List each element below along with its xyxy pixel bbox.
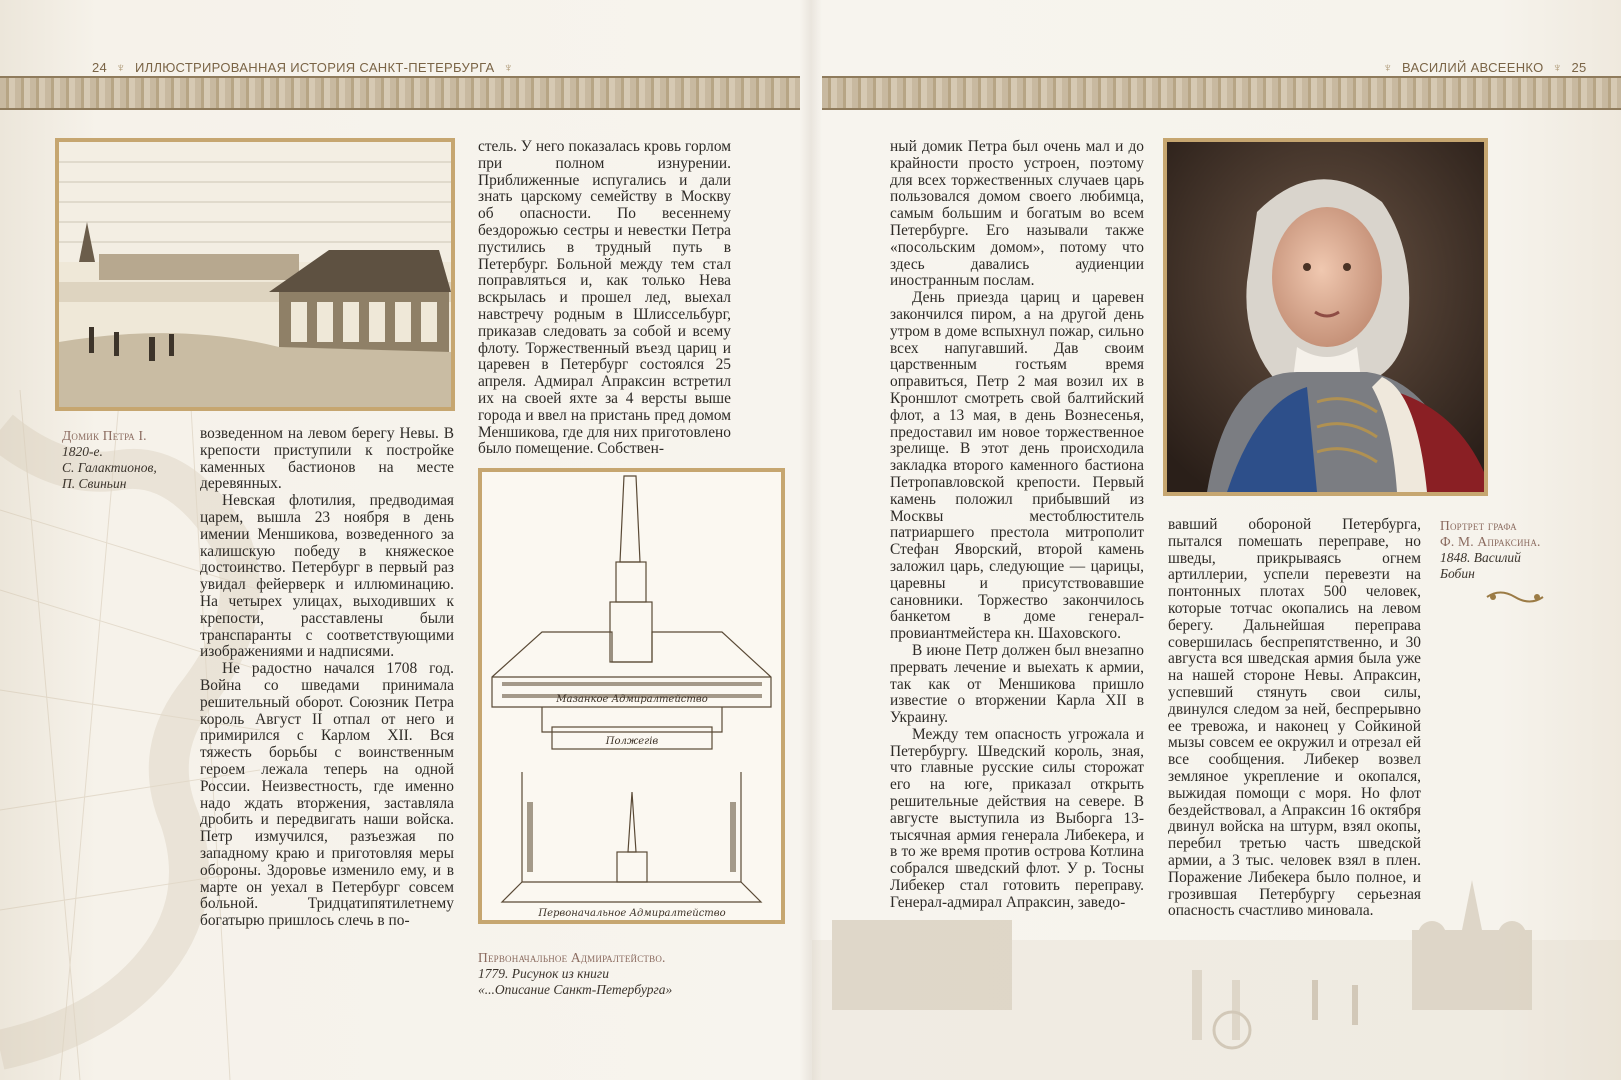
right-running-head (1378, 60, 1587, 75)
trident-ornament-icon: ♆ (115, 60, 127, 75)
trident-ornament-icon: ♆ (1383, 60, 1394, 75)
header-ornament-band (822, 76, 1621, 110)
paragraph: В июне Петр должен был внезапно прервать лечение и выехать к армии, так как от Меншикова пришло известие о вторжении Карла XII в Украину. (890, 641, 1144, 727)
portrait-caption (1440, 518, 1570, 582)
trident-ornament-icon: ♆ (1552, 60, 1563, 75)
label-pervonachalnoe: Первоначальное Адмиралтейство (538, 908, 726, 919)
paragraph: Не радостно начался 1708 год. Война со шведами принимала решительный оборот. Союзник Петра король Август II отпал от него и примирился с Карлом XII. Вся тяжесть борьбы с воинственным героем лежала теперь на одной России. Неизвестность, где именно надо ждать вторжения, заставляла дробить и передвигать наши войска. Петр измучился, разъезжая по западному краю и приготовляя меры обороны. Здоровье изменило ему, и в марте он уехал в Петербург совсем больной. Тридцатипятилетнему богатырю пришлось слечь в по- (200, 660, 454, 930)
left-page-number: 24 (92, 60, 108, 75)
paragraph: ный домик Петра был очень мал и до крайности просто устроен, поэтому для всех торжественных случаев царь пользовался домом своего любимца, самым большим и богатым во всем Петербурге. Его называли также «посольским домом», потому что здесь давались аудиенции иностранным послам. (890, 138, 1144, 290)
caption-author: С. Галактионов, (62, 460, 157, 475)
text-column-4 (1168, 517, 1421, 920)
text-column-2 (478, 139, 731, 458)
header-ornament-band (0, 76, 800, 110)
right-running-title: ВАСИЛИЙ АВСЕЕНКО (1401, 60, 1544, 75)
scroll-flourish-icon (1485, 588, 1545, 606)
caption-source: «...Описание Санкт-Петербурга» (478, 982, 673, 997)
caption-date: 1820-е. (62, 444, 103, 459)
caption-author: Бобин (1440, 566, 1475, 581)
caption-author: П. Свиньин (62, 476, 127, 491)
caption-title: Портрет графа (1440, 518, 1517, 533)
domik-caption (62, 428, 192, 492)
paragraph: Между тем опасность угрожала и Петербургу. Шведский король, зная, что главные русские силы сторожат его на юге, приказал открыть решительные действия на севере. В августе выступила из Выборга 13-тысячная армия генерала Либекера, и в то же время против острова Котлина собрался шведский флот. У р. Тосны Либекер стал готовить переправу. Генерал-адмирал Апраксин, заведо- (890, 725, 1144, 911)
caption-date: 1779. Рисунок из книги (478, 966, 609, 981)
domik-petra-engraving (55, 138, 455, 411)
paragraph: возведенном на левом берегу Невы. В крепости приступили к постройке каменных бастионов на месте деревянных. (200, 425, 454, 493)
text-column-3 (890, 139, 1144, 912)
paragraph: Невская флотилия, предводимая царем, вышла 23 ноября в день имении Меншикова, возведенного за калишскую победу в княжеское достоинство. Петербург в первый раз увидал фейерверк и иллюминацию. На четырех улицах, выходивших к крепости, расставлены были транспаранты с соответствующими изображениями и надписями. (200, 492, 454, 661)
left-running-head (92, 60, 519, 75)
text-column-1 (200, 426, 454, 930)
admiralty-engraving (478, 468, 785, 924)
paragraph: вавший обороной Петербурга, пытался помешать переправе, но шведы, прикрываясь огнем артиллерии, успели перевезти на понтонных плотах 500 человек, которые тотчас окопались на левом берегу. Дальнейшая переправа совершилась беспрепятственно, и 30 августа вся шведская армия была уже на нашей стороне Невы. Апраксин, успевший стянуть свои силы, двинулся следом за ней, беспрерывно ее тревожа, и наконец у Сойкиной мызы совсем ее окружил и отрезал ей все сообщения. Либекер возвел земляное укрепление и окопался, выжидая помощи с моря. Но флот бездействовал, а Апраксин 16 октября двинул войска на штурм, взял окопы, перебил третью часть шведской армии, а 3 тыс. человек взял в плен. Поражение Либекера было полное, и грозившая Петербургу серьезная опасность счастливо миновала. (1168, 516, 1421, 920)
left-running-title: ИЛЛЮСТРИРОВАННАЯ ИСТОРИЯ САНКТ-ПЕТЕРБУРГА (134, 60, 495, 75)
caption-title: Домик Петра I. (62, 428, 147, 443)
caption-date: 1848. Василий (1440, 550, 1521, 565)
paragraph: стель. У него показалась кровь горлом при полном изнурении. Приближенные испугались и дали знать царскому семейству в Москву об опасности. По весеннему бездорожью сестры и невестки Петра пустились в трудный путь в Петербург. Больной между тем стал поправляться и, как только Нева вскрылась и прошел лед, выехал навстречу родным в Шлиссельбург, приказав следовать за собой и всему флоту. Торжественный въезд цариц и царевен в Петербург состоялся 25 апреля. Адмирал Апраксин встретил их на своей яхте за 4 версты выше города и ввел на пристань пред домом Меншикова, где для них приготовлено было помещение. Собствен- (478, 138, 731, 458)
caption-title: Первоначальное Адмиралтейство. (478, 950, 666, 965)
label-mazankoe: Мазанкое Адмиралтейство (556, 694, 708, 705)
label-polzhegiv: Полжегів (605, 736, 659, 747)
admiralty-caption (478, 950, 738, 998)
apraksin-portrait (1163, 138, 1488, 496)
paragraph: День приезда цариц и царевен закончился пиром, а на другой день утром в доме вспыхнул пожар, сильно всех напугавший. Дав своим царственным гостьям время оправиться, Петр 2 мая возил их в Кроншлот смотреть свой балтийский флот, а 13 мая, в день Вознесенья, предоставил им новое торжественное зрелище. В этот день происходила закладка второго каменного бастиона Петропавловской крепости. Первый камень положил прибывший из Москвы местоблюститель патриаршего престола митрополит Стефан Яворский, второй камень заложил царь, следующие — царицы, царевны и присутствовавшие сановники. Торжество закончилось банкетом в доме генерал-провиантмейстера кн. Шаховского. (890, 289, 1144, 643)
caption-title: Ф. М. Апраксина. (1440, 534, 1541, 549)
right-page-number: 25 (1571, 60, 1587, 75)
trident-ornament-icon: ♆ (503, 60, 514, 75)
